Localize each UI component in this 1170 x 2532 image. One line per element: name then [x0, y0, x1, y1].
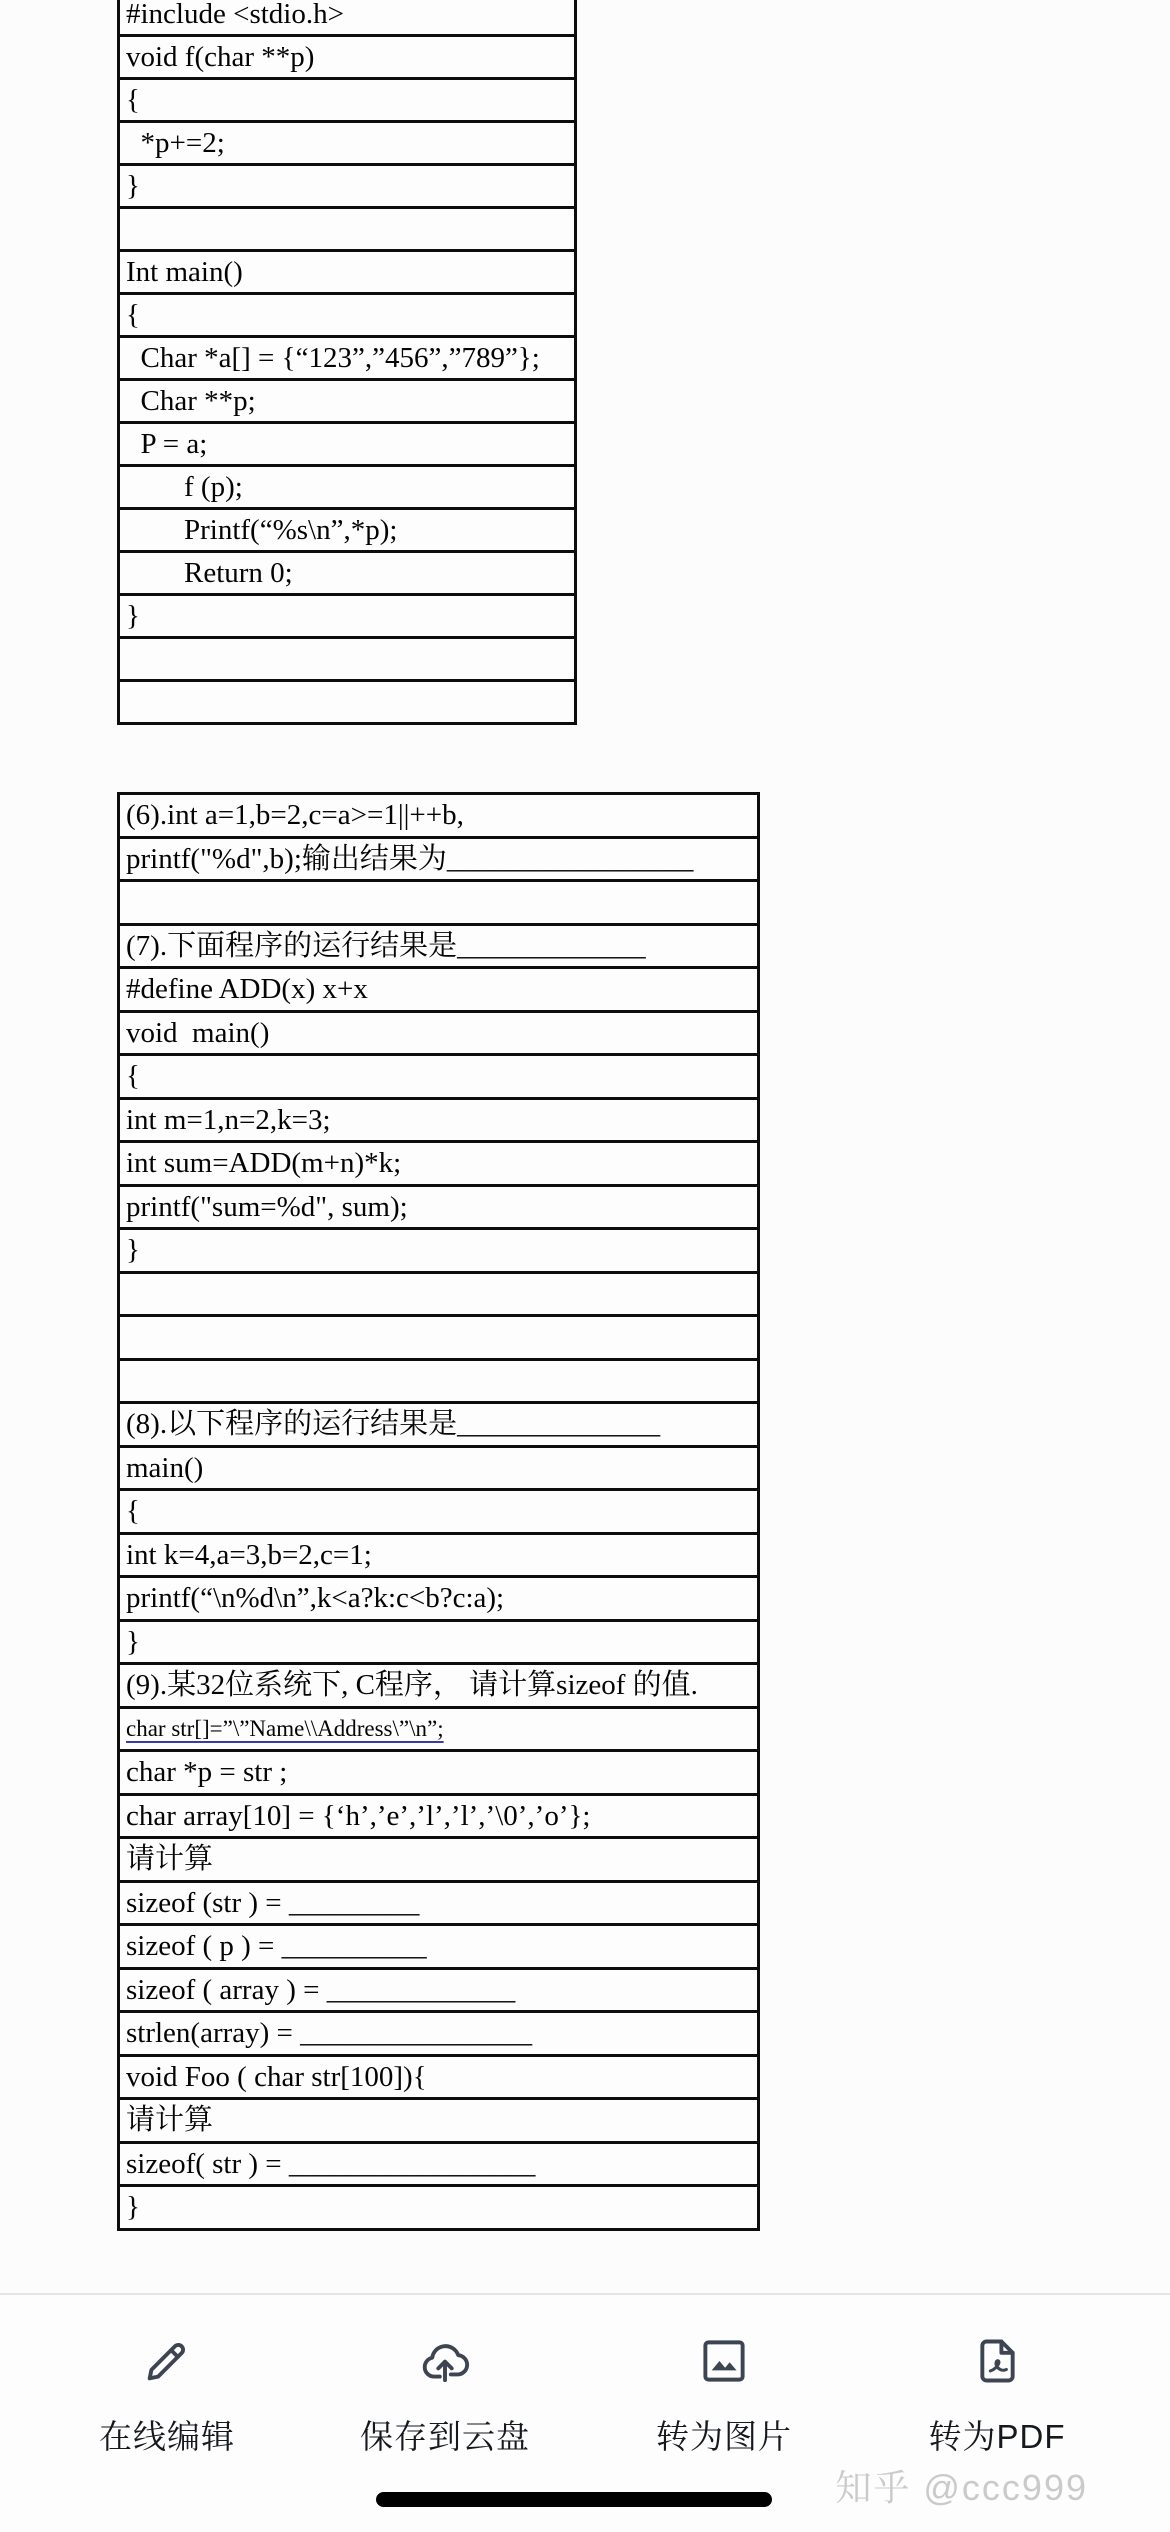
table-row	[120, 0, 574, 37]
code-table-2	[117, 792, 760, 2231]
toolbar-label-cloud: 保存到云盘	[360, 2418, 530, 2455]
toolbar-label-edit: 在线编辑	[99, 2418, 235, 2455]
code-text: Int main()	[126, 256, 243, 288]
code-text: (7).下面程序的运行结果是_____________	[126, 929, 646, 962]
code-text: (8).以下程序的运行结果是______________	[126, 1408, 661, 1440]
code-text: printf("%d",b);输出结果为_________________	[126, 842, 694, 875]
code-text: }	[126, 1234, 140, 1266]
code-text: Char *a[] = {“123”,”456”,”789”};	[126, 342, 540, 374]
table-row	[120, 553, 574, 596]
table-row	[120, 2057, 757, 2101]
table-row	[120, 839, 757, 883]
table-row	[120, 1926, 757, 1970]
table-row	[120, 209, 574, 252]
cloud-upload-icon	[419, 2335, 471, 2387]
table-row	[120, 1665, 757, 1709]
code-text: sizeof (str ) = _________	[126, 1886, 420, 1919]
code-text: sizeof ( array ) = _____________	[126, 1973, 516, 2006]
home-indicator[interactable]	[376, 2492, 772, 2507]
table-row	[120, 80, 574, 123]
toolbar-label-pdf: 转为PDF	[928, 2418, 1066, 2455]
table-row	[120, 882, 757, 926]
table-row	[120, 926, 757, 970]
code-text: void main()	[126, 1016, 270, 1049]
table-row	[120, 37, 574, 80]
code-text: {	[126, 1060, 140, 1092]
code-text: int sum=ADD(m+n)*k;	[126, 1147, 402, 1179]
toolbar-button-pdf[interactable]	[929, 2335, 1066, 2458]
code-text: char *p = str ;	[126, 1756, 288, 1788]
code-text: f (p);	[126, 471, 243, 503]
table-row	[120, 1491, 757, 1535]
code-text: {	[126, 299, 140, 331]
table-row	[120, 1404, 757, 1448]
code-text: }	[126, 1625, 140, 1658]
table-row	[120, 1709, 757, 1753]
table-row	[120, 682, 574, 722]
pdf-file-icon	[971, 2335, 1023, 2387]
table-row	[120, 596, 574, 639]
toolbar-divider	[0, 2293, 1170, 2295]
table-row	[120, 252, 574, 295]
table-row	[120, 1970, 757, 2014]
code-text: char array[10] = {‘h’,’e’,’l’,’l’,’\0’,’o’};	[126, 1799, 591, 1832]
code-text: {	[126, 1495, 140, 1527]
table-row	[120, 1796, 757, 1840]
table-row	[120, 1187, 757, 1231]
code-text: strlen(array) = ________________	[126, 2017, 533, 2049]
table-row	[120, 2100, 757, 2144]
table-row	[120, 1100, 757, 1144]
code-text: int k=4,a=3,b=2,c=1;	[126, 1538, 372, 1571]
code-table-1	[117, 0, 577, 725]
table-row	[120, 1230, 757, 1274]
toolbar-button-image[interactable]	[656, 2335, 792, 2458]
table-row	[120, 1013, 757, 1057]
table-row	[120, 424, 574, 467]
table-row	[120, 1839, 757, 1883]
code-text: main()	[126, 1451, 204, 1484]
image-icon	[698, 2335, 750, 2387]
code-text: char str[]=”\”Name\\Address\”\n”;	[126, 1715, 444, 1741]
table-row	[120, 795, 757, 839]
code-text: 请计算	[126, 1843, 214, 1875]
table-row	[120, 510, 574, 553]
code-text: P = a;	[126, 428, 208, 460]
table-row	[120, 2187, 757, 2228]
code-text: void Foo ( char str[100]){	[126, 2060, 427, 2093]
table-row	[120, 2013, 757, 2057]
table-row	[120, 381, 574, 424]
code-text: int m=1,n=2,k=3;	[126, 1103, 331, 1136]
code-text: Char **p;	[126, 385, 256, 417]
table-row	[120, 2144, 757, 2188]
table-row	[120, 123, 574, 166]
code-text: }	[126, 2191, 140, 2223]
table-row	[120, 166, 574, 209]
table-row	[120, 639, 574, 682]
table-row	[120, 969, 757, 1013]
table-row	[120, 295, 574, 338]
toolbar-button-edit[interactable]	[99, 2335, 235, 2458]
table-row	[120, 1274, 757, 1318]
code-text: {	[126, 84, 140, 116]
table-row	[120, 1056, 757, 1100]
table-row	[120, 1622, 757, 1666]
code-text: }	[126, 170, 140, 202]
code-text: #include <stdio.h>	[126, 0, 344, 30]
code-text: Printf(“%s\n”,*p);	[126, 514, 398, 546]
code-text: void f(char **p)	[126, 41, 315, 73]
table-row	[120, 1448, 757, 1492]
pencil-icon	[141, 2335, 193, 2387]
table-row	[120, 467, 574, 510]
table-row	[120, 1752, 757, 1796]
table-row	[120, 338, 574, 381]
code-text: *p+=2;	[126, 127, 225, 159]
code-text: sizeof ( p ) = __________	[126, 1930, 427, 1962]
table-row	[120, 1143, 757, 1187]
table-row	[120, 1317, 757, 1361]
table-row	[120, 1578, 757, 1622]
code-text: printf("sum=%d", sum);	[126, 1190, 408, 1223]
code-text: 请计算	[126, 2104, 214, 2136]
code-text: sizeof( str ) = _________________	[126, 2147, 536, 2180]
code-text: }	[126, 600, 140, 632]
toolbar-button-cloud[interactable]	[360, 2335, 530, 2458]
code-text: (9).某32位系统下, C程序， 请计算sizeof 的值.	[126, 1669, 698, 1701]
toolbar-label-image: 转为图片	[656, 2418, 792, 2455]
table-row	[120, 1883, 757, 1927]
table-row	[120, 1535, 757, 1579]
code-text: (6).int a=1,b=2,c=a>=1||++b,	[126, 799, 464, 831]
watermark: 知乎 @ccc999	[835, 2467, 1088, 2508]
code-text: #define ADD(x) x+x	[126, 973, 368, 1005]
code-text: Return 0;	[126, 557, 293, 589]
table-row	[120, 1361, 757, 1405]
code-text: printf(“\n%d\n”,k<a?k:c<b?c:a);	[126, 1582, 505, 1614]
